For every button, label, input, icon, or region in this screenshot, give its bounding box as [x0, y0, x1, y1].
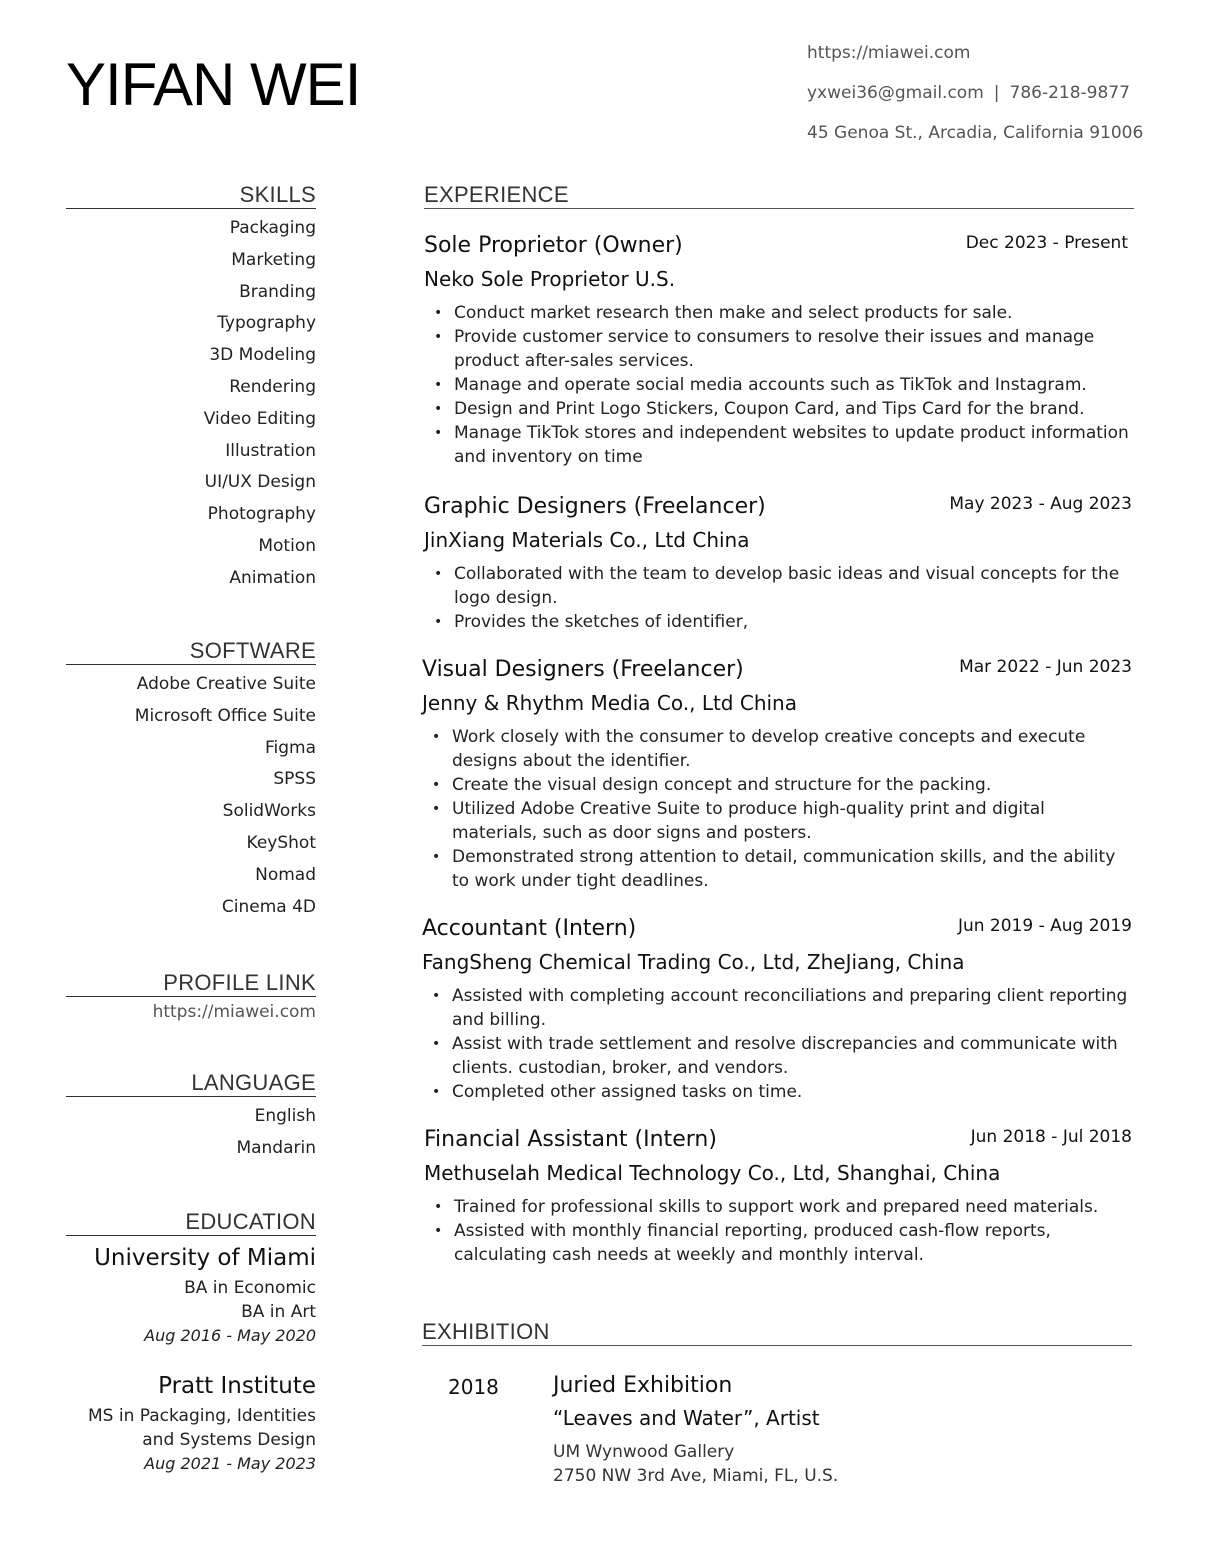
skills-list: [66, 213, 316, 595]
profile-link[interactable]: https://miawei.com: [152, 1002, 316, 1022]
job-date: Dec 2023 - Present: [965, 233, 1128, 253]
language-item: English: [254, 1106, 316, 1126]
skill-item: Video Editing: [203, 408, 316, 429]
job-bullet: • Provide customer service to consumers to resolve their issues and manage product after-sales services.: [424, 325, 1134, 373]
skill-item: Branding: [239, 281, 316, 302]
job-bullets: [422, 725, 1132, 893]
job-bullets: [424, 301, 1134, 469]
job-bullet: • Assist with trade settlement and resolve discrepancies and communicate with clients. custodian, broker, and vendors.: [422, 1032, 1132, 1080]
profile-link-heading: PROFILE LINK: [66, 970, 316, 997]
education-date: Aug 2016 - May 2020: [144, 1326, 316, 1345]
job-bullet: • Create the visual design concept and structure for the packing.: [422, 773, 1132, 797]
exhibition-entry: [553, 1370, 1133, 1488]
contact-phone: 786-218-9877: [1009, 83, 1130, 103]
skills-heading: SKILLS: [66, 182, 316, 209]
education-date: Aug 2021 - May 2023: [144, 1454, 316, 1473]
job-title: Financial Assistant (Intern): [424, 1127, 717, 1152]
exhibition-title: Juried Exhibition: [553, 1373, 733, 1398]
job-bullet: • Manage TikTok stores and independent websites to update product information and inventory on time: [424, 421, 1134, 469]
education-school: Pratt Institute: [158, 1373, 316, 1399]
exhibition-work: “Leaves and Water”, Artist: [553, 1406, 820, 1430]
job-bullets: [422, 984, 1132, 1104]
job-bullet: • Design and Print Logo Stickers, Coupon Card, and Tips Card for the brand.: [424, 397, 1134, 421]
job-entry: [422, 654, 1132, 893]
software-item: KeyShot: [246, 832, 316, 853]
job-company: Methuselah Medical Technology Co., Ltd, Shanghai, China: [424, 1161, 1001, 1185]
education-degree: BA in Art: [241, 1302, 316, 1322]
job-company: JinXiang Materials Co., Ltd China: [424, 528, 750, 552]
job-company: Jenny & Rhythm Media Co., Ltd China: [422, 691, 797, 715]
skill-item: Illustration: [225, 440, 316, 461]
job-entry: [422, 913, 1132, 1104]
software-item: Adobe Creative Suite: [136, 674, 316, 694]
job-bullets: [424, 562, 1134, 634]
job-date: Jun 2018 - Jul 2018: [970, 1127, 1132, 1147]
software-heading: SOFTWARE: [66, 638, 316, 665]
software-item: Nomad: [255, 864, 316, 885]
job-entry: [424, 230, 1134, 469]
job-title: Sole Proprietor (Owner): [424, 233, 683, 258]
job-date: Mar 2022 - Jun 2023: [959, 657, 1132, 677]
education-section: [66, 1209, 316, 1476]
contact-email[interactable]: yxwei36@gmail.com: [807, 83, 984, 103]
exhibition-year: 2018: [448, 1375, 499, 1399]
job-entry: [424, 491, 1134, 634]
education-degree: BA in Economic: [184, 1278, 316, 1298]
education-degree: MS in Packaging, Identities: [88, 1406, 316, 1426]
skills-section: [66, 182, 316, 595]
resume-name: YIFAN WEI: [66, 51, 361, 118]
skill-item: Motion: [258, 535, 316, 556]
exhibition-venue: UM Wynwood Gallery: [553, 1442, 735, 1462]
job-bullet: • Utilized Adobe Creative Suite to produce high-quality print and digital materials, such as door signs and posters.: [422, 797, 1132, 845]
skill-item: Packaging: [229, 218, 316, 238]
job-bullet: • Demonstrated strong attention to detail, communication skills, and the ability to work under tight deadlines.: [422, 845, 1132, 893]
contact-address: 45 Genoa St., Arcadia, California 91006: [807, 123, 1144, 143]
contact-email-phone-row: [807, 81, 1130, 105]
skill-item: 3D Modeling: [209, 345, 316, 366]
job-date: Jun 2019 - Aug 2019: [957, 916, 1132, 936]
software-list: [66, 669, 316, 923]
skill-item: Typography: [217, 313, 316, 334]
contact-separator: |: [993, 83, 1000, 103]
job-date: May 2023 - Aug 2023: [949, 494, 1132, 514]
job-title: Graphic Designers (Freelancer): [424, 494, 766, 519]
exhibition-address: 2750 NW 3rd Ave, Miami, FL, U.S.: [553, 1466, 839, 1486]
job-bullets: [424, 1195, 1134, 1267]
skill-item: Marketing: [231, 249, 316, 270]
job-bullet: • Trained for professional skills to support work and prepared need materials.: [424, 1195, 1134, 1219]
contact-website[interactable]: https://miawei.com: [807, 43, 971, 63]
job-bullet: • Completed other assigned tasks on time.: [422, 1080, 1132, 1104]
job-bullet: • Assisted with monthly financial reporting, produced cash-flow reports, calculating cash needs at weekly and monthly interval.: [424, 1219, 1134, 1267]
job-company: FangSheng Chemical Trading Co., Ltd, ZheJiang, China: [422, 950, 965, 974]
software-item: SPSS: [273, 769, 316, 790]
language-heading: LANGUAGE: [66, 1070, 316, 1097]
language-item: Mandarin: [236, 1137, 316, 1158]
education-heading: EDUCATION: [66, 1209, 316, 1236]
software-item: SolidWorks: [222, 801, 316, 822]
language-section: [66, 1070, 316, 1165]
job-bullet: • Work closely with the consumer to develop creative concepts and execute designs about the identifier.: [422, 725, 1132, 773]
software-section: [66, 638, 316, 923]
skill-item: Rendering: [229, 376, 316, 397]
experience-heading: EXPERIENCE: [424, 182, 1134, 209]
job-title: Accountant (Intern): [422, 916, 637, 941]
job-entry: [424, 1124, 1134, 1267]
software-item: Microsoft Office Suite: [134, 705, 316, 726]
job-title: Visual Designers (Freelancer): [422, 657, 744, 682]
profile-link-section: [66, 970, 316, 1027]
job-company: Neko Sole Proprietor U.S.: [424, 267, 676, 291]
education-school: University of Miami: [94, 1245, 316, 1271]
job-bullet: • Conduct market research then make and select products for sale.: [424, 301, 1134, 325]
job-bullet: • Provides the sketches of identifier,: [424, 610, 1134, 634]
job-bullet: • Collaborated with the team to develop basic ideas and visual concepts for the logo design.: [424, 562, 1134, 610]
skill-item: Animation: [229, 567, 316, 588]
job-bullet: • Manage and operate social media accounts such as TikTok and Instagram.: [424, 373, 1134, 397]
education-degree: and Systems Design: [142, 1430, 316, 1450]
software-item: Figma: [264, 737, 316, 758]
software-item: Cinema 4D: [221, 896, 316, 917]
skill-item: UI/UX Design: [204, 472, 316, 493]
skill-item: Photography: [207, 504, 316, 525]
job-bullet: • Assisted with completing account reconciliations and preparing client reporting and billing.: [422, 984, 1132, 1032]
exhibition-heading: EXHIBITION: [422, 1319, 1132, 1346]
language-list: [66, 1101, 316, 1165]
